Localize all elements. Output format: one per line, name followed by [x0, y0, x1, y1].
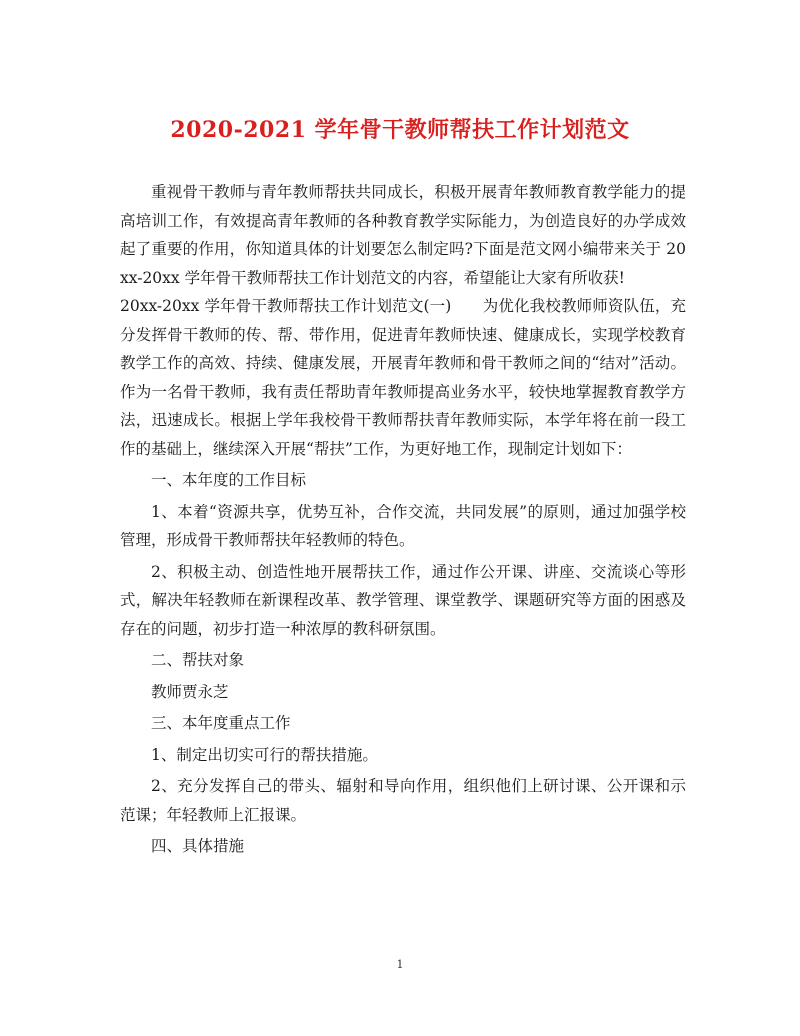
goal-item-2: 2、积极主动、创造性地开展帮扶工作，通过作公开课、讲座、交流谈心等形式，解决年轻教师在新课程改革、教学管理、课堂教学、课题研究等方面的困惑及存在的问题，初步打造一种浓厚的教科研氛围。 — [120, 562, 686, 638]
goal-item-1: 1、本着“资源共享，优势互补，合作交流，共同发展”的原则，通过加强学校管理，形成骨干教师帮扶年轻教师的特色。 — [120, 502, 686, 549]
document-body — [120, 178, 686, 861]
target-teacher: 教师贾永芝 — [151, 682, 229, 701]
section-heading-target: 二、帮扶对象 — [151, 651, 245, 669]
intro-paragraph: 重视骨干教师与青年教师帮扶共同成长，积极开展青年教师教育教学能力的提高培训工作，有效提高青年教师的各种教育教学实际能力，为创造良好的办学成效起了重要的作用，你知道具体的计划要怎么制定吗?下面是范文网小编带来关于 20xx-20xx 学年骨干教师帮扶工作计划范文的内容，希望能让大家有所收获! — [120, 183, 686, 287]
plan-paragraph: 20xx-20xx 学年骨干教师帮扶工作计划范文(一) 为优化我校教师师资队伍，充分发挥骨干教师的传、帮、带作用，促进青年教师快速、健康成长，实现学校教育教学工作的高效、持续、健康发展，开展青年教师和骨干教师之间的“结对”活动。作为一名骨干教师，我有责任帮助青年教师提高业务水平，较快地掌握教育教学方法，迅速成长。根据上学年我校骨干教师帮扶青年教师实际，本学年将在前一段工作的基础上，继续深入开展“帮扶”工作，为更好地工作，现制定计划如下： — [120, 297, 686, 458]
key-work-item-1: 1、制定出切实可行的帮扶措施。 — [151, 745, 378, 764]
section-heading-measures: 四、具体措施 — [151, 837, 245, 855]
section-heading-key-work: 三、本年度重点工作 — [151, 714, 291, 732]
section-heading-goals: 一、本年度的工作目标 — [151, 471, 307, 489]
document-title: 2020-2021 学年骨干教师帮扶工作计划范文 — [170, 117, 630, 143]
page-number: 1 — [396, 958, 404, 971]
key-work-item-2: 2、充分发挥自己的带头、辐射和导向作用，组织他们上研讨课、公开课和示范课；年轻教师上汇报课。 — [120, 777, 686, 824]
